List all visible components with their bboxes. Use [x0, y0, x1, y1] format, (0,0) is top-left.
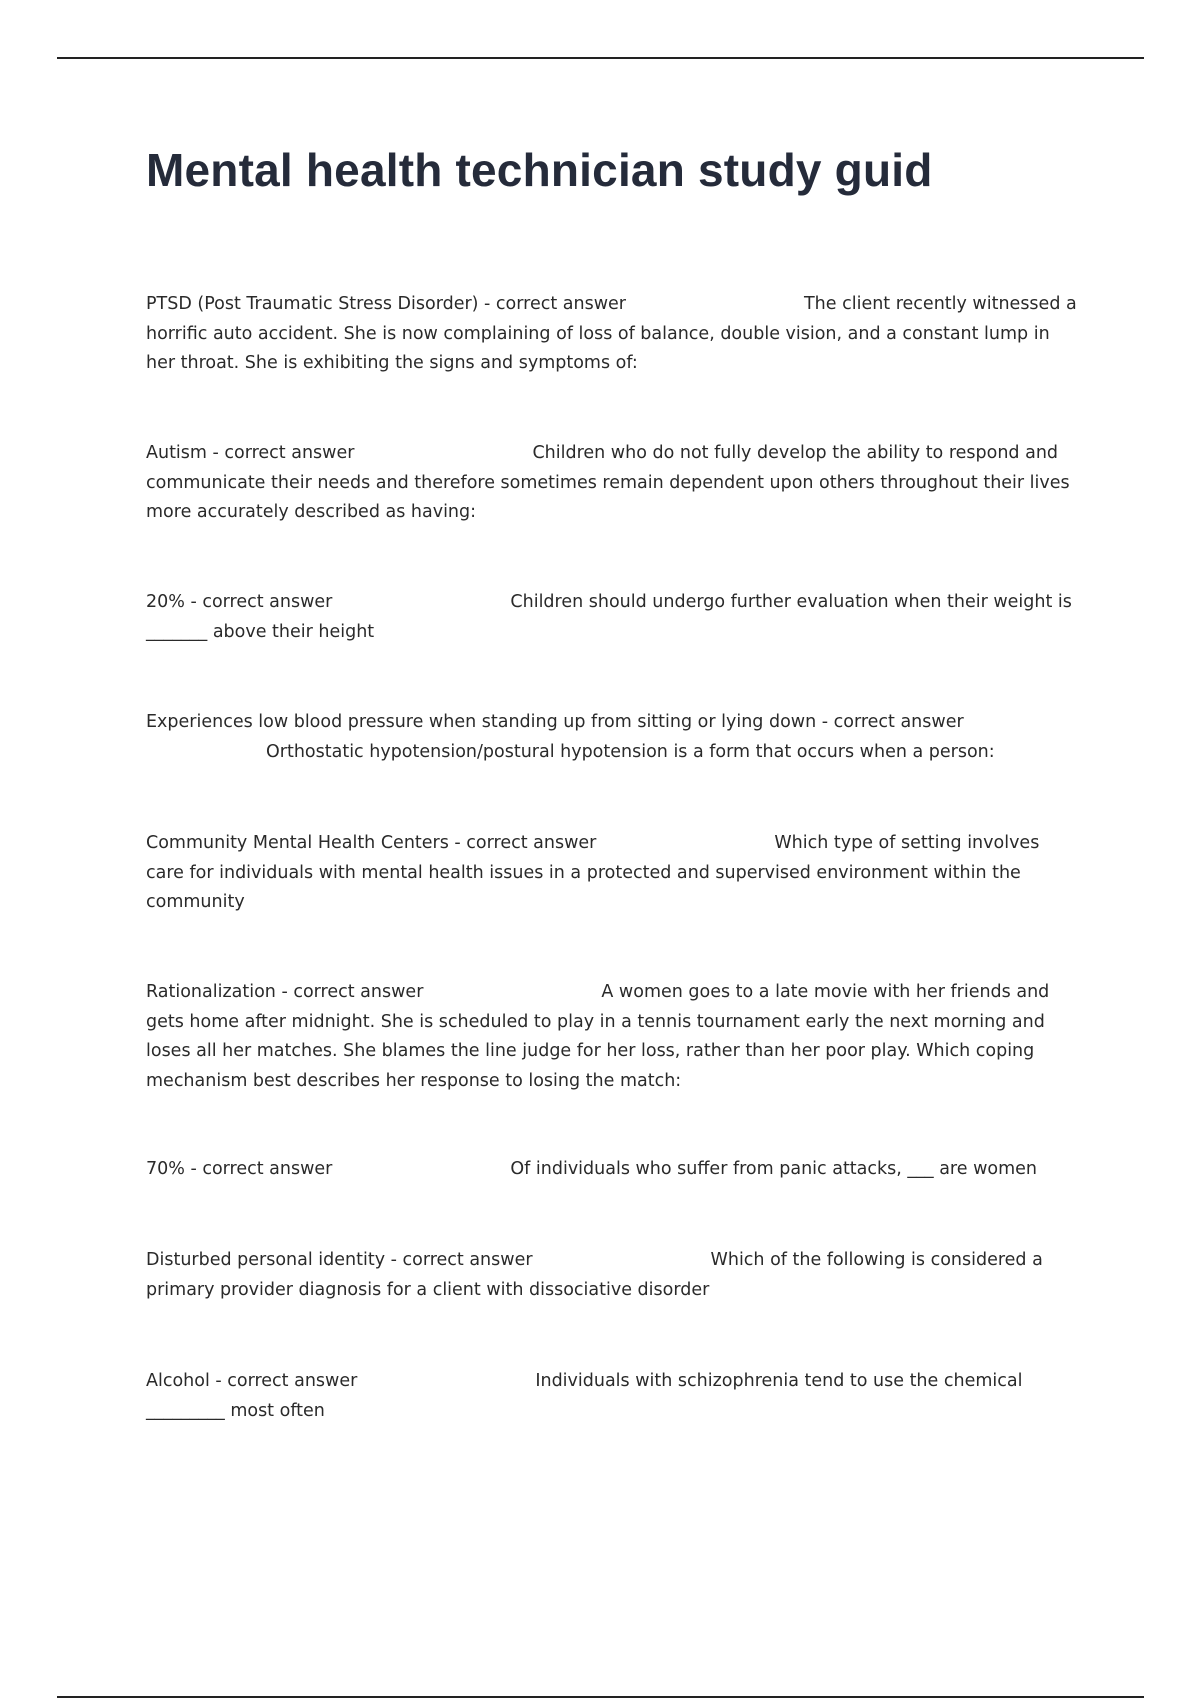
qa-question: The client recently witnessed a horrific auto accident. She is now complaining of loss of balance, double vision, and a constant lump in her throat. She is exhibiting the signs and symptoms of:: [146, 294, 1077, 373]
qa-question: Orthostatic hypotension/postural hypotension is a form that occurs when a person:: [266, 741, 995, 762]
qa-answer: Experiences low blood pressure when standing up from sitting or lying down - correct answer: [146, 712, 964, 732]
qa-item: [146, 708, 1081, 767]
qa-question: Individuals with schizophrenia tend to use the chemical _________ most often: [146, 1371, 1023, 1421]
qa-question: A women goes to a late movie with her friends and gets home after midnight. She is scheduled to play in a tennis tournament early the next morning and loses all her matches. She blames the line judge for her loss, rather than her poor play. Which coping mechanism best describes her response to losing the match:: [146, 982, 1050, 1091]
qa-question: Which of the following is considered a primary provider diagnosis for a client with dissociative disorder: [146, 1250, 1043, 1300]
bottom-rule: [57, 1696, 1144, 1698]
qa-item: [146, 588, 1081, 647]
qa-answer: 70% - correct answer: [146, 1159, 333, 1179]
qa-answer: PTSD (Post Traumatic Stress Disorder) - correct answer: [146, 294, 626, 314]
qa-answer: Rationalization - correct answer: [146, 982, 424, 1002]
qa-answer: Alcohol - correct answer: [146, 1371, 358, 1391]
qa-item: [146, 829, 1081, 918]
qa-item: [146, 290, 1081, 379]
qa-question: Which type of setting involves care for individuals with mental health issues in a protected and supervised environment within the community: [146, 833, 1040, 912]
qa-item: [146, 1155, 1081, 1185]
qa-item: [146, 439, 1081, 528]
qa-answer: 20% - correct answer: [146, 592, 333, 612]
top-rule: [57, 57, 1144, 59]
qa-answer: Autism - correct answer: [146, 443, 355, 463]
qa-answer: Community Mental Health Centers - correct answer: [146, 833, 597, 853]
qa-item: [146, 1246, 1081, 1305]
page-title: Mental health technician study guid: [146, 144, 933, 196]
qa-question: Children who do not fully develop the ability to respond and communicate their needs and therefore sometimes remain dependent upon others throughout their lives more accurately described as having:: [146, 443, 1070, 522]
qa-item: [146, 978, 1081, 1096]
qa-question: Children should undergo further evaluation when their weight is _______ above their height: [146, 592, 1072, 642]
qa-answer: Disturbed personal identity - correct answer: [146, 1250, 533, 1270]
qa-question: Of individuals who suffer from panic attacks, ___ are women: [510, 1159, 1037, 1179]
qa-item: [146, 1367, 1081, 1426]
